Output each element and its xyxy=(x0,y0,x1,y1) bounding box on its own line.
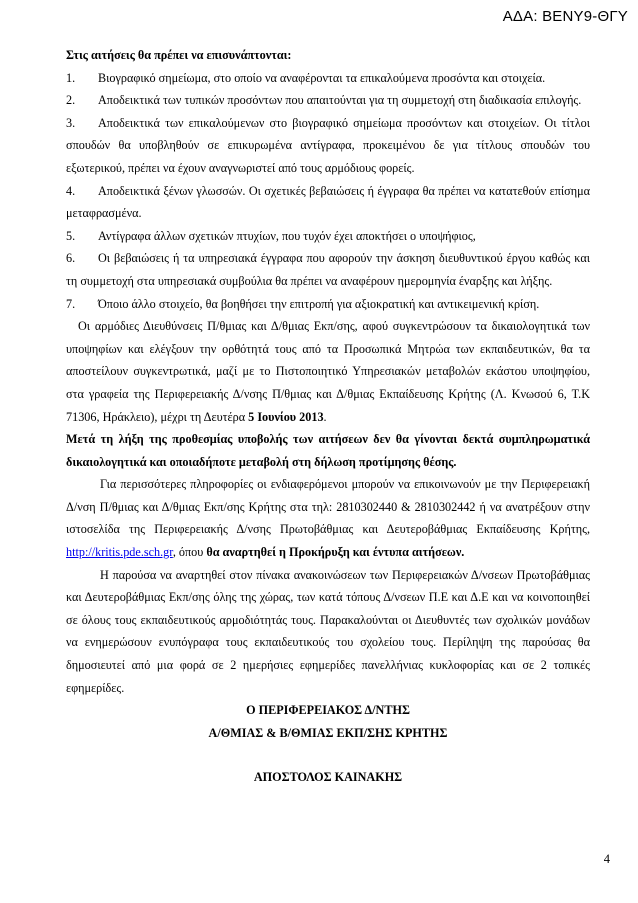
item-text: Αποδεικτικά των τυπικών προσόντων που απαιτούνται για τη συμμετοχή στη διαδικασία επιλογής. xyxy=(98,93,582,108)
info-paragraph xyxy=(66,473,590,563)
signature-name: ΑΠΟΣΤΟΛΟΣ ΚΑΙΝΑΚΗΣ xyxy=(253,770,403,785)
page-number: 4 xyxy=(603,852,610,866)
item-text: Αντίγραφα άλλων σχετικών πτυχίων, που τυχόν έχει αποκτήσει ο υποψήφιος, xyxy=(98,228,476,243)
signature-title-2: Α/ΘΜΙΑΣ & Β/ΘΜΙΑΣ ΕΚΠ/ΣΗΣ ΚΡΗΤΗΣ xyxy=(208,725,448,740)
item-number: 6. xyxy=(66,251,76,266)
ada-code: ΑΔΑ: ΒΕΝΥ9-ΘΓΥ xyxy=(502,8,628,25)
item-text: Όποιο άλλο στοιχείο, θα βοηθήσει την επιτροπή για αξιοκρατική και αντικειμενική κρίση. xyxy=(98,296,540,311)
directorates-end: . xyxy=(323,409,327,424)
signature-title-1: Ο ΠΕΡΙΦΕΡΕΙΑΚΟΣ Δ/ΝΤΗΣ xyxy=(246,703,410,718)
info-text: Για περισσότερες πληροφορίες οι ενδιαφερόμενοι μπορούν να επικοινωνούν με την Περιφερειακή Δ/νση Π/θμιας και Δ/θμιας Εκπ/σης Κρήτης στα τηλ: 2810302440 & 2810302442 ή να ανατρέξουν στην ιστοσελίδα της Περιφερειακής Δ/νσης Πρωτοβάθμιας και Δευτεροβάθμιας Εκπαίδευσης Κρήτης, xyxy=(66,477,590,537)
item-number: 7. xyxy=(66,296,76,311)
item-text: Αποδεικτικά ξένων γλωσσών. Οι σχετικές βεβαιώσεις ή έγγραφα θα πρέπει να κατατεθούν επίσημα μεταφρασμένα. xyxy=(66,183,590,221)
directorates-text: Οι αρμόδιες Διευθύνσεις Π/θμιας και Δ/θμιας Εκπ/σης, αφού συγκεντρώσουν τα δικαιολογητικά των υποψηφίων και ελέγξουν την ορθότητά τους από τα Προσωπικά Μητρώα των εκπαιδευτικών, θα τα αποστείλουν συγκεντρωτικά, μαζί με το Πιστοποιητικό Υπηρεσιακών μεταβολών εκάστου υποψηφίου, στα γραφεία της Περιφερειακής Δ/νσης Π/θμιας και Δ/θμιας Εκπαίδευσης Κρήτης (Λ. Κνωσού 6, Τ.Κ 71306, Ηράκλειο), μέχρι τη Δευτέρα xyxy=(66,319,590,424)
deadline-paragraph: Μετά τη λήξη της προθεσμίας υποβολής των αιτήσεων δεν θα γίνονται δεκτά συμπληρωματικά δικαιολογητικά και οποιαδήποτε μεταβολή στη δήλωση προτίμησης θέσης. xyxy=(66,432,590,469)
attachment-item-5 xyxy=(66,225,590,248)
attachment-item-7 xyxy=(66,293,590,316)
item-text: Αποδεικτικά των επικαλούμενων στο βιογραφικό σημείωμα προσόντων και στοιχείων. Οι τίτλοι σπουδών θα υποβληθούν σε επικυρωμένα αντίγραφα, προκειμένου δε για τίτλους σπουδών του εξωτερικού, πρέπει να έχουν αναγνωριστεί από τους αρμόδιους φορείς. xyxy=(66,115,590,175)
attachment-item-3 xyxy=(66,112,590,180)
item-number: 1. xyxy=(66,70,76,85)
item-number: 4. xyxy=(66,183,76,198)
attachments-heading: Στις αιτήσεις θα πρέπει να επισυνάπτονται: xyxy=(66,48,292,62)
item-number: 3. xyxy=(66,115,76,130)
directorates-paragraph xyxy=(66,315,590,428)
attachment-item-6 xyxy=(66,247,590,292)
attachment-item-1 xyxy=(66,67,590,90)
attachment-item-4 xyxy=(66,180,590,225)
item-text: Βιογραφικό σημείωμα, στο οποίο να αναφέρονται τα επικαλούμενα προσόντα και στοιχεία. xyxy=(98,70,546,85)
item-number: 2. xyxy=(66,93,76,108)
website-link[interactable]: http://kritis.pde.sch.gr xyxy=(66,545,173,560)
signature-spacer xyxy=(66,744,590,766)
item-number: 5. xyxy=(66,228,76,243)
publish-paragraph: Η παρούσα να αναρτηθεί στον πίνακα ανακοινώσεων των Περιφερειακών Δ/νσεων Πρωτοβάθμιας και Δευτεροβάθμιας Εκπ/σης όλης της χώρας, των κατά τόπους Δ/νσεων Π.Ε και Δ.Ε και να κοινοποιηθεί σε όλους τους εκπαιδευτικούς αρμοδιότητάς τους. Παρακαλούνται οι Διευθυντές των σχολικών μονάδων να ενημερώσουν ενυπόγραφα τους εκπαιδευτικούς του σχολείου τους. Περίληψη της παρούσας θα δημοσιευτεί από μια φορά σε 2 ημερήσιες εφημερίδες πανελλήνιας κυκλοφορίας και σε 2 τοπικές εφημερίδες. xyxy=(66,567,590,695)
attachment-item-2 xyxy=(66,89,590,112)
info-text-2: , όπου xyxy=(172,545,207,560)
document-body xyxy=(66,44,590,789)
deadline-date: 5 Ιουνίου 2013 xyxy=(248,409,324,424)
info-bold-text: θα αναρτηθεί η Προκήρυξη και έντυπα αιτήσεων. xyxy=(206,545,465,560)
item-text: Οι βεβαιώσεις ή τα υπηρεσιακά έγγραφα που αφορούν την άσκηση διευθυντικού έργου καθώς και τη συμμετοχή στα υπηρεσιακά συμβούλια θα πρέπει να αναφέρουν ημερομηνία έναρξης και λήξης. xyxy=(66,251,590,288)
